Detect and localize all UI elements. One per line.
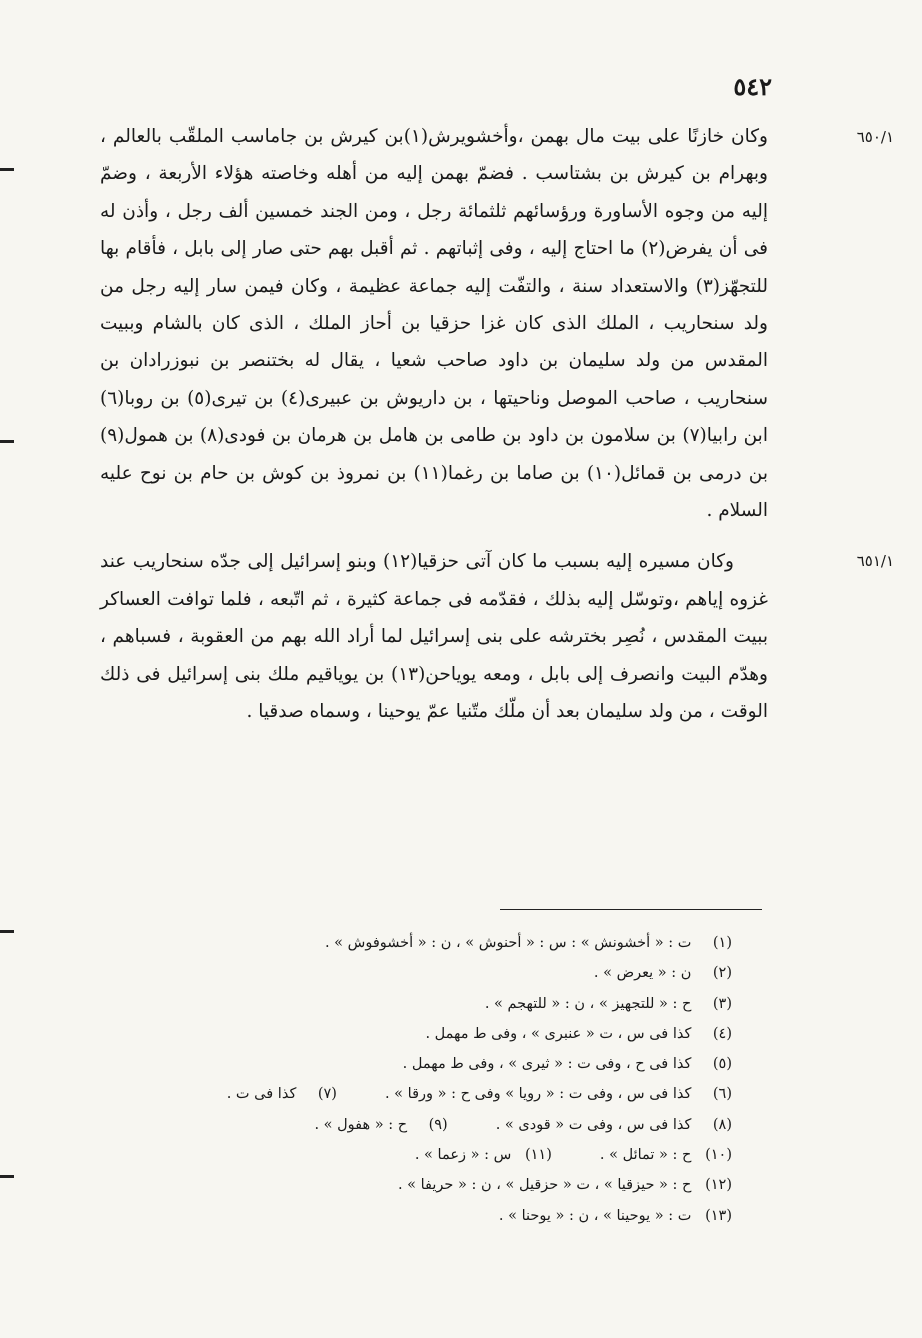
footnotes	[100, 928, 732, 1231]
margin-reference: ٦٥٠/١	[856, 128, 894, 146]
footnote-number: (٦)	[712, 1086, 732, 1103]
footnote-text: كذا فى ت .	[226, 1086, 297, 1103]
scan-edge-mark	[0, 1175, 14, 1178]
footnote-text: كذا فى ح ، وفى ت : « ثيرى » ، وفى ط مهمل .	[402, 1056, 692, 1073]
margin-reference: ٦٥١/١	[856, 552, 894, 570]
scan-edge-mark	[0, 168, 14, 171]
footnote	[100, 1201, 732, 1231]
footnote-text: كذا فى س ، وفى ت « قودى » .	[495, 1116, 692, 1133]
scan-edge-mark	[0, 440, 14, 443]
footnote-number: (١)	[712, 935, 732, 951]
footnote-text: ن : « يعرض » .	[593, 965, 692, 982]
footnote-number: (١١)	[524, 1147, 552, 1164]
footnote-text: ح : « هفول » .	[314, 1116, 408, 1133]
footnote-number: (٤)	[712, 1025, 732, 1042]
footnote-text: ح : « حيزقيا » ، ت « حزقيل » ، ن : « حريفا » .	[397, 1177, 692, 1194]
scan-edge-mark	[0, 930, 14, 933]
footnote-text: ت : « يوحينا » ، ن : « يوحنا » .	[498, 1207, 692, 1224]
footnote-number: (٣)	[712, 995, 732, 1012]
footnote-number: (١٣)	[705, 1207, 732, 1224]
footnote	[100, 1170, 732, 1200]
footnote-text: ح : « للتجهيز » ، ن : « للتهجم » .	[484, 995, 692, 1012]
paragraph: وكان مسيره إليه بسبب ما كان آتى حزقيا(١٢) وبنو إسرائيل إلى جدّه سنحاريب عند غزوه إياهم ،وتوسّل إليه بذلك ، فقدّمه فى جماعة كثيرة ، ثم اتّبعه ، فلما توافت العساكر ببيت المقدس ، نُصِر بخترشه على بنى إسرائيل لما أراد الله بهم من العقوبة ، فسباهم ، وهدّم البيت وانصرف إلى بابل ، ومعه يوياحن(١٣) بن يوياقيم ملك بنى إسرائيل فى ذلك الوقت ، من ولد سليمان بعد أن ملّك متّنيا عمّ يوحينا ، وسماه صدقيا .	[100, 551, 768, 723]
footnote-number: (٩)	[428, 1116, 448, 1133]
footnote	[100, 1110, 732, 1140]
footnote-number: (٨)	[712, 1116, 732, 1133]
footnote	[100, 1140, 732, 1170]
footnote-divider	[500, 909, 762, 910]
footnote-text: ح : « تمائل » .	[599, 1147, 692, 1164]
footnote	[100, 958, 732, 988]
footnote-text: ت : « أخشونش » : س : « أحنوش » ، ن : « أخشوفوش » .	[324, 935, 692, 951]
footnote-number: (١٠)	[705, 1147, 732, 1164]
footnote-number: (٢)	[712, 965, 732, 982]
footnote	[100, 1049, 732, 1079]
page-number: ٥٤٢	[733, 72, 772, 101]
footnote	[100, 1019, 732, 1049]
footnote	[100, 928, 732, 958]
paragraph: وكان خازنًا على بيت مال بهمن ،وأخشويرش(١)بن كيرش بن جاماسب الملقّب بالعالم ، وبهرام بن كيرش بن بشتاسب . فضمّ بهمن إليه من أهله وخاصته هؤلاء الأربعة ، وضمّ إليه من وجوه الأساورة ورؤسائهم ثلثمائة رجل ، ومن الجند خمسين ألف رجل ، وأذن له فى أن يفرض(٢) ما احتاج إليه ، وفى إثباتهم . ثم أقبل بهم حتى صار إلى بابل ، فأقام بها للتجهّز(٣) والاستعداد سنة ، والتفّت إليه جماعة عظيمة ، وكان فيمن سار إليه رجل من ولد سنحاريب ، الملك الذى كان غزا حزقيا بن أحاز الملك ، الذى كان بالشام وببيت المقدس من ولد سليمان بن داود صاحب شعيا ، يقال له بختنصر بن نبوزرادان بن سنحاريب ، صاحب الموصل وناحيتها ، بن داريوش بن عبيرى(٤) بن تيرى(٥) بن روبا(٦) ابن رابيا(٧) بن سلامون بن داود بن طامى بن هامل بن هرمان بن فودى(٨) بن همول(٩) بن درمى بن قمائل(١٠) بن صاما بن رغما(١١) بن نمروذ بن كوش بن حام بن نوح عليه السلام .	[100, 126, 768, 522]
footnote-number: (٥)	[712, 1056, 732, 1073]
footnote-text: كذا فى س ، وفى ت : « رويا » وفى ح : « ورقا » .	[384, 1086, 692, 1103]
body-text	[100, 118, 768, 731]
footnote-text: كذا فى س ، ت « عنبرى » ، وفى ط مهمل .	[425, 1025, 692, 1042]
footnote	[100, 1079, 732, 1109]
footnote-text: س : « زعما » .	[414, 1147, 512, 1164]
footnote-number: (٧)	[317, 1086, 337, 1103]
footnote-number: (١٢)	[705, 1177, 732, 1194]
footnote	[100, 989, 732, 1019]
